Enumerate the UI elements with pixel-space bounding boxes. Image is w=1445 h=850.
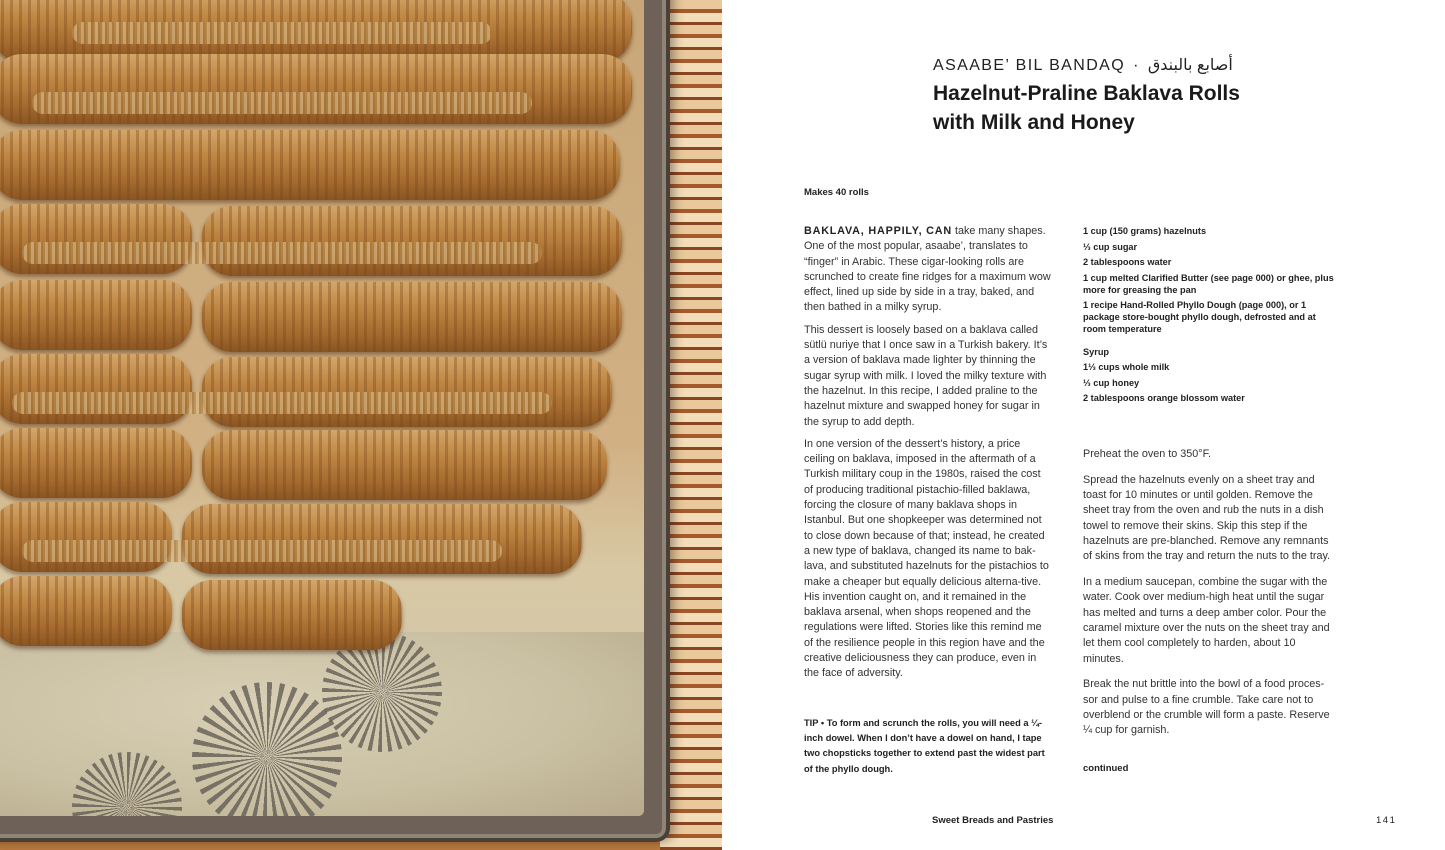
headnote-paragraph-3: In one version of the dessert’s history, a price ceiling on baklava, imposed in the aftermath of a Turkish military coup in the 1980s, raised the cost of producing traditional pistachio-filled baklawa, forcing the closure of many baklava shops in Istanbul. But one shopkeeper was determined not to close down because of that; instead, he created a new type of baklava, changed its name to bak-lava, and substituted hazelnuts for the pistachios to make a cheaper but equally delicious alterna-tive. His invention caught on, and it remained in the baklava arsenal, when shops reopened and the regulations were lifted. Stories like this remind me of the resilience people in this region have and the creative deliciousness they can produce, even in the face of adversity. <box>804 437 1049 680</box>
baklava-roll <box>0 130 620 200</box>
running-footer-section: Sweet Breads and Pastries <box>932 815 1054 826</box>
hazelnut-crumbs <box>12 392 552 414</box>
recipe-title: Hazelnut-Praline Baklava Rolls with Milk and Honey <box>933 82 1240 134</box>
baklava-photo <box>0 0 722 850</box>
method-step: Preheat the oven to 350°F. <box>1083 448 1211 460</box>
ingredient-item: 1 recipe Hand-Rolled Phyllo Dough (page 000), or 1 package store-bought phyllo dough, defrosted and at room temperature <box>1083 300 1316 334</box>
method-steps <box>1083 447 1335 749</box>
method-step: Break the nut brittle into the bowl of a food proces-sor and pulse to a fine crumble. Take care not to overblend or the crumble will form a paste. Reserve ¼ cup for garnish. <box>1083 678 1330 737</box>
recipe-kicker <box>933 55 1233 75</box>
baklava-roll <box>182 580 402 650</box>
method-step: In a medium saucepan, combine the sugar with the water. Cook over medium-high heat until the sugar has melted and turns a deep amber color. Pour the caramel mixture over the nuts on the sheet tray and let them cool completely to harden, about 10 minutes. <box>1083 576 1330 665</box>
lace-pattern <box>322 632 442 752</box>
recipe-tip: TIP • To form and scrunch the rolls, you will need a ¼-inch dowel. When I don’t have a dowel on hand, I tape two chopsticks together to extend past the widest part of the phyllo dough. <box>804 718 1045 774</box>
kicker-arabic: أصابع بالبندق <box>1147 57 1233 74</box>
baking-tray <box>0 0 670 842</box>
baklava-roll <box>0 428 192 498</box>
baklava-roll <box>0 576 172 646</box>
syrup-ingredient: ⅓ cup honey <box>1083 377 1140 388</box>
hazelnut-crumbs <box>22 242 542 264</box>
hazelnut-crumbs <box>72 22 492 44</box>
ingredient-item: 2 tablespoons water <box>1083 257 1172 268</box>
baklava-roll <box>182 504 582 574</box>
hazelnut-crumbs <box>32 92 532 114</box>
syrup-heading: Syrup <box>1083 346 1110 357</box>
continued-label: continued <box>1083 763 1129 774</box>
kicker-latin: ASAABE’ BIL BANDAQ <box>933 57 1126 74</box>
ingredient-item: 1 cup (150 grams) hazelnuts <box>1083 226 1207 236</box>
ingredient-item: ⅓ cup sugar <box>1083 241 1138 252</box>
kicker-separator: · <box>1133 57 1140 74</box>
hazelnut-crumbs <box>22 540 502 562</box>
baklava-roll <box>0 280 192 350</box>
headnote-lead: BAKLAVA, HAPPILY, CAN <box>804 225 952 237</box>
headnote-paragraph-2: This dessert is loosely based on a baklava called sütlü nuriye that I once saw in a Turkish bakery. It’s a version of baklava made lighter by thinning the sugar syrup with milk. I loved the milky texture with the hazelnut. In this recipe, I added praline to the hazelnut mixture and swapped honey for sugar in the syrup to add depth. <box>804 323 1048 428</box>
page-number: 141 <box>1376 815 1397 826</box>
syrup-ingredient: 2 tablespoons orange blossom water <box>1083 393 1245 404</box>
syrup-ingredient: 1⅓ cups whole milk <box>1083 362 1170 373</box>
baklava-roll <box>202 206 622 276</box>
baklava-roll <box>202 430 607 500</box>
headnote-paragraph-1 <box>804 224 1052 316</box>
tray-surface <box>0 0 644 816</box>
ingredient-list <box>1083 226 1338 409</box>
headnote <box>804 224 1052 689</box>
recipe-yield: Makes 40 rolls <box>804 187 869 198</box>
ingredient-item: 1 cup melted Clarified Butter (see page 000) or ghee, plus more for greasing the pan <box>1083 272 1334 295</box>
baklava-roll <box>202 282 622 352</box>
method-step: Spread the hazelnuts evenly on a sheet tray and toast for 10 minutes or until golden. Remove the sheet tray from the oven and rub the nuts in a dish towel to remove their skins. Skip this step if the hazelnuts are pre-blanched. Remove any remnants of skins from the tray and return the nuts to the tray. <box>1083 473 1331 563</box>
headnote-p1-rest: take many shapes. One of the most popular, asaabe’, translates to “finger” in Arabic. These cigar-looking rolls are scrunched to create fine ridges for a maximum wow effect, lined up side by side in a tray, baked, and then bathed in a milky syrup. <box>804 225 1051 314</box>
